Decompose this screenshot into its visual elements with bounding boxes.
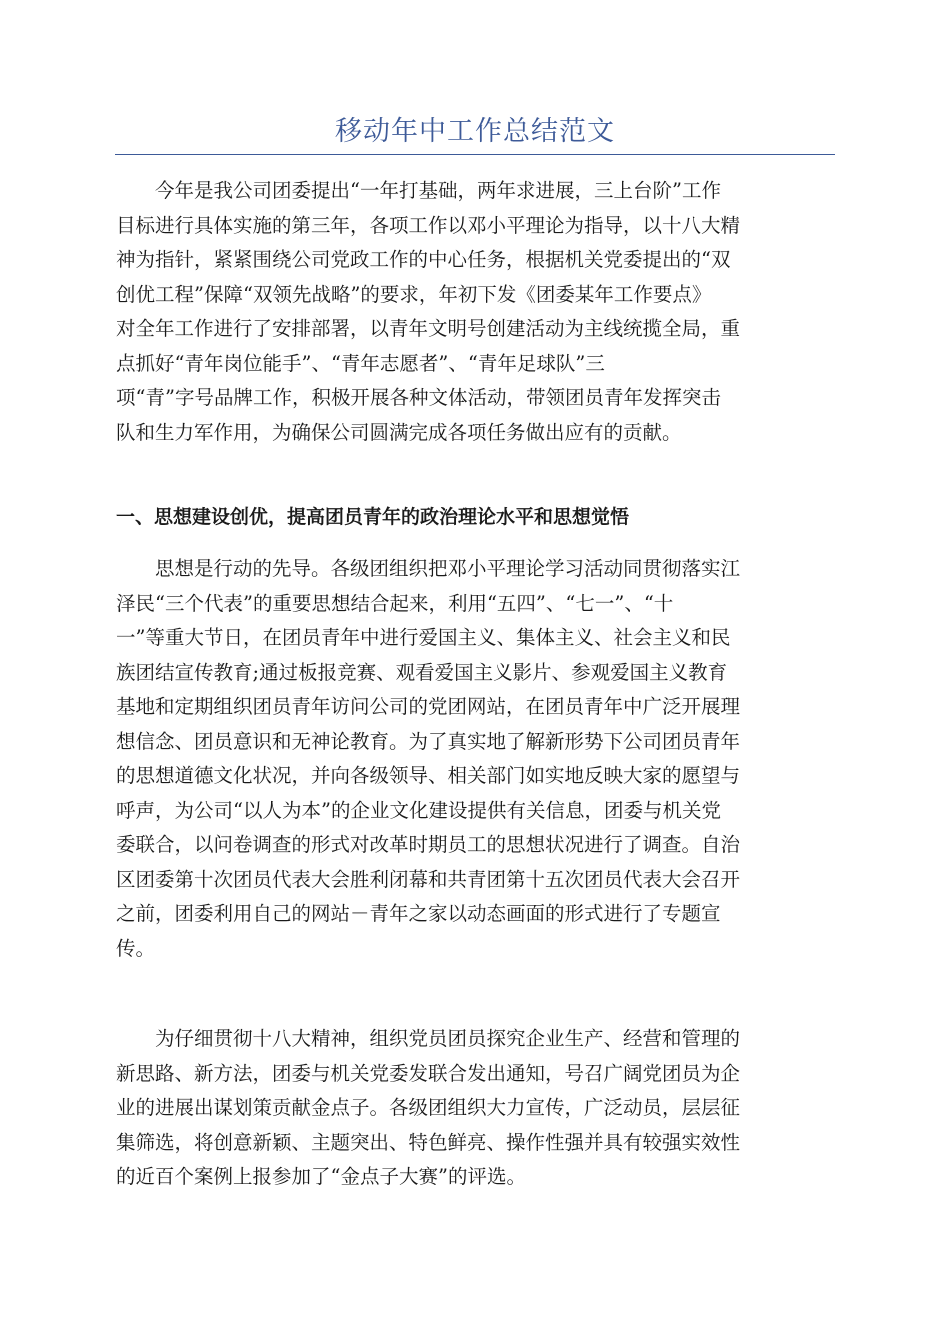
section1-paragraph-2 (116, 1022, 832, 1195)
paragraph-line: 思想是行动的先导。各级团组织把邓小平理论学习活动同贯彻落实江 (116, 557, 741, 580)
paragraph-line: 一”等重大节日，在团员青年中进行爱国主义、集体主义、社会主义和民 (116, 626, 731, 649)
section1-paragraph-1 (116, 552, 832, 966)
paragraph-line: 业的进展出谋划策贡献金点子。各级团组织大力宣传，广泛动员，层层征 (116, 1096, 741, 1119)
paragraph-line: 传。 (116, 936, 156, 960)
paragraph-line: 神为指针，紧紧围绕公司党政工作的中心任务，根据机关党委提出的“双 (116, 248, 731, 271)
paragraph-line: 之前，团委利用自己的网站－青年之家以动态画面的形式进行了专题宣 (116, 902, 721, 925)
paragraph-line: 想信念、团员意识和无神论教育。为了真实地了解新形势下公司团员青年 (116, 729, 741, 753)
paragraph-line: 对全年工作进行了安排部署，以青年文明号创建活动为主线统揽全局，重 (116, 317, 741, 340)
paragraph-line: 创优工程”保障“双领先战略”的要求，年初下发《团委某年工作要点》 (116, 282, 712, 306)
section-heading: 一、思想建设创优，提高团员青年的政治理论水平和思想觉悟 (116, 506, 630, 528)
paragraph-line: 区团委第十次团员代表大会胜利闭幕和共青团第十五次团员代表大会召开 (116, 867, 741, 891)
paragraph-line: 基地和定期组织团员青年访问公司的党团网站，在团员青年中广泛开展理 (116, 695, 741, 718)
paragraph-line: 目标进行具体实施的第三年，各项工作以邓小平理论为指导，以十八大精 (116, 213, 741, 237)
paragraph-line: 今年是我公司团委提出“一年打基础，两年求进展，三上台阶”工作 (116, 179, 721, 202)
paragraph-line: 泽民“三个代表”的重要思想结合起来，利用“五四”、“七一”、“十 (116, 591, 674, 615)
intro-paragraph (116, 174, 832, 450)
paragraph-line: 的近百个案例上报参加了“金点子大赛”的评选。 (116, 1165, 526, 1188)
paragraph-line: 委联合，以问卷调查的形式对改革时期员工的思想状况进行了调查。自治 (116, 833, 741, 856)
paragraph-line: 队和生力军作用，为确保公司圆满完成各项任务做出应有的贡献。 (116, 420, 682, 444)
paragraph-line: 点抓好“青年岗位能手”、“青年志愿者”、“青年足球队”三 (116, 351, 605, 375)
paragraph-line: 集筛选，将创意新颖、主题突出、特色鲜亮、操作性强并具有较强实效性 (116, 1130, 741, 1154)
paragraph-line: 项“青”字号品牌工作，积极开展各种文体活动，带领团员青年发挥突击 (116, 386, 721, 409)
paragraph-line: 为仔细贯彻十八大精神，组织党员团员探究企业生产、经营和管理的 (116, 1027, 741, 1050)
paragraph-line: 新思路、新方法，团委与机关党委发联合发出通知，号召广阔党团员为企 (116, 1061, 741, 1085)
paragraph-line: 族团结宣传教育;通过板报竞赛、观看爱国主义影片、参观爱国主义教育 (116, 660, 728, 684)
document-title: 移动年中工作总结范文 (335, 116, 615, 147)
paragraph-line: 呼声，为公司“以人为本”的企业文化建设提供有关信息，团委与机关党 (116, 798, 721, 822)
paragraph-line: 的思想道德文化状况，并向各级领导、相关部门如实地反映大家的愿望与 (116, 764, 741, 787)
title-underline (115, 154, 835, 155)
